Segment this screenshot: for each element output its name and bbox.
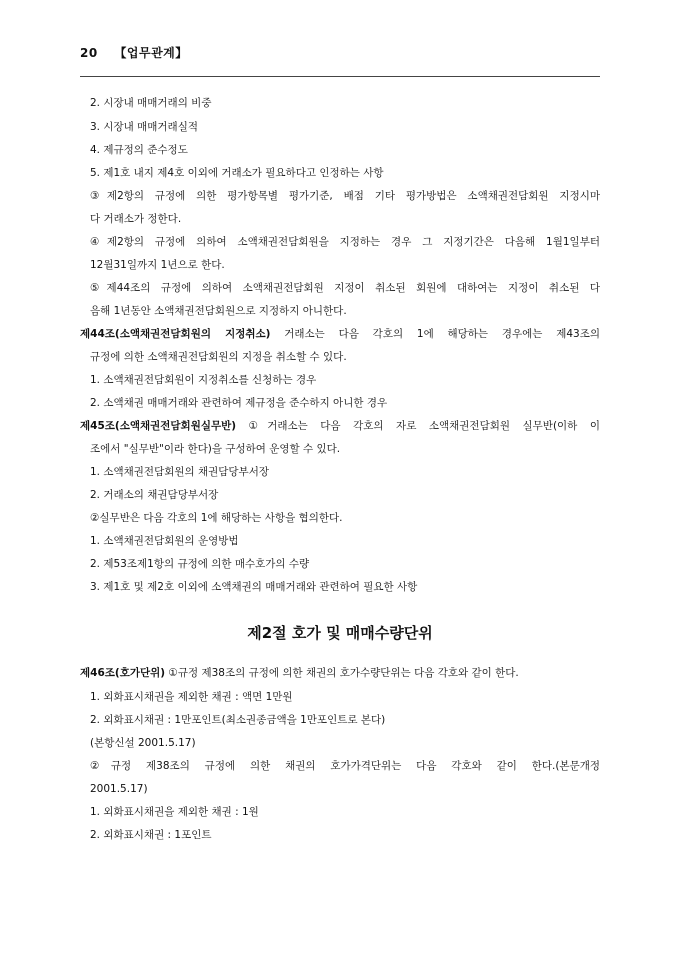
- list-item: 2. 외화표시채권 : 1만포인트(최소권종금액을 1만포인트로 본다): [90, 714, 386, 726]
- list-item: 3. 제1호 및 제2호 이외에 소액채권의 매매거래와 관련하여 필요한 사항: [90, 581, 418, 593]
- article-45-text: ①거래소는 다음 각호의 자로 소액채권전담회원 실무반(이하 이: [236, 420, 600, 432]
- paragraph-line: ②규정 제38조의 규정에 의한 채권의 호가가격단위는 다음 각호와 같이 한다.(본문개정: [90, 760, 600, 772]
- list-item: 2. 제53조제1항의 규정에 의한 매수호가의 수량: [90, 558, 310, 570]
- paragraph-line: 규정에 의한 소액채권전담회원의 지정을 취소할 수 있다.: [90, 351, 347, 363]
- list-item: 1. 외화표시채권을 제외한 채권 : 1원: [90, 806, 259, 818]
- paragraph-line: ③제2항의 규정에 의한 평가항목별 평가기준, 배점 기타 평가방법은 소액채권전담회원 지정시마: [90, 190, 600, 202]
- article-46: [80, 666, 519, 680]
- paragraph-line: 12월31일까지 1년으로 한다.: [90, 259, 225, 271]
- list-item: 1. 외화표시채권을 제외한 채권 : 액면 1만원: [90, 691, 293, 703]
- article-44-text: 거래소는 다음 각호의 1에 해당하는 경우에는 제43조의: [270, 328, 600, 340]
- list-item: 1. 소액채권전담회원의 채권담당부서장: [90, 466, 269, 478]
- page-header: [80, 44, 188, 61]
- list-item: 2. 소액채권 매매거래와 관련하여 제규정을 준수하지 아니한 경우: [90, 397, 388, 409]
- list-item: 1. 소액채권전담회원이 지정취소를 신청하는 경우: [90, 374, 317, 386]
- list-item: 2. 외화표시채권 : 1포인트: [90, 829, 212, 841]
- list-item: 3. 시장내 매매거래실적: [90, 121, 198, 133]
- paragraph-line: 음해 1년동안 소액채권전담회원으로 지정하지 아니한다.: [90, 305, 347, 317]
- article-46-title: 제46조(호가단위): [80, 667, 166, 679]
- article-45-title: 제45조(소액채권전담회원실무반): [80, 420, 237, 432]
- paragraph-line: ⑤제44조의 규정에 의하여 소액채권전담회원 지정이 취소된 회원에 대하여는 지정이 취소된 다: [90, 282, 600, 294]
- article-44-title: 제44조(소액채권전담회원의 지정취소): [80, 328, 271, 340]
- paragraph-line: ②실무반은 다음 각호의 1에 해당하는 사항을 협의한다.: [90, 512, 343, 524]
- page-number: 20: [80, 46, 98, 60]
- header-section: 【업무관계】: [114, 46, 188, 60]
- article-45: [80, 419, 600, 433]
- list-item: 2. 거래소의 채권담당부서장: [90, 489, 219, 501]
- header-divider: [80, 76, 600, 77]
- list-item: 1. 소액채권전담회원의 운영방법: [90, 535, 239, 547]
- amendment-note: (본항신설 2001.5.17): [90, 737, 196, 749]
- paragraph-line: ④제2항의 규정에 의하여 소액채권전담회원을 지정하는 경우 그 지정기간은 다음해 1월1일부터: [90, 236, 600, 248]
- list-item: 2. 시장내 매매거래의 비중: [90, 97, 212, 109]
- section-title: 제2절 호가 및 매매수량단위: [247, 624, 433, 642]
- article-44: [80, 327, 600, 341]
- paragraph-line: 다 거래소가 정한다.: [90, 213, 182, 225]
- article-46-text: ①규정 제38조의 규정에 의한 채권의 호가수량단위는 다음 각호와 같이 한다.: [165, 667, 519, 679]
- amendment-note: 2001.5.17): [90, 783, 148, 795]
- paragraph-line: 조에서 "실무반"이라 한다)을 구성하여 운영할 수 있다.: [90, 443, 341, 455]
- list-item: 4. 제규정의 준수정도: [90, 144, 188, 156]
- list-item: 5. 제1호 내지 제4호 이외에 거래소가 필요하다고 인정하는 사항: [90, 167, 384, 179]
